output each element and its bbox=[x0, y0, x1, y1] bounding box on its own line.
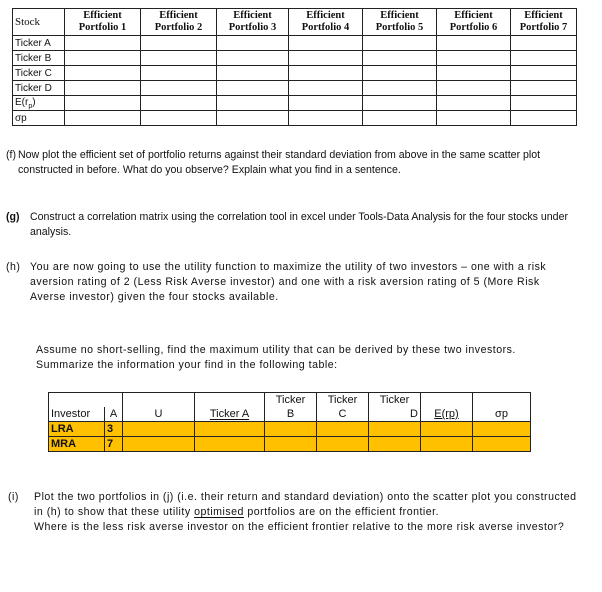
portfolio-header: Efficient Portfolio 4 bbox=[289, 9, 363, 36]
table-cell bbox=[65, 96, 141, 111]
table-cell bbox=[217, 111, 289, 126]
table-cell bbox=[437, 96, 511, 111]
col-header-investor: Investor bbox=[49, 407, 105, 422]
table-cell bbox=[123, 437, 195, 452]
table-cell bbox=[421, 437, 473, 452]
stock-header: Stock bbox=[13, 9, 65, 36]
table-cell bbox=[217, 66, 289, 81]
spellcheck-word: optimised bbox=[194, 506, 244, 518]
table-cell bbox=[317, 437, 369, 452]
row-label: Ticker B bbox=[13, 51, 65, 66]
table-cell bbox=[363, 51, 437, 66]
col-header-ticker-b: Ticker bbox=[265, 393, 317, 408]
col-header-ticker-b-letter: B bbox=[265, 407, 317, 422]
col-header-u: U bbox=[123, 407, 195, 422]
row-label: Ticker A bbox=[13, 36, 65, 51]
table-cell bbox=[105, 393, 123, 408]
efficient-portfolio-table bbox=[12, 8, 577, 126]
table-cell bbox=[65, 36, 141, 51]
table-cell bbox=[369, 437, 421, 452]
table-cell bbox=[217, 51, 289, 66]
table-cell bbox=[363, 66, 437, 81]
investor-cell: LRA bbox=[49, 422, 105, 437]
question-label: (h) bbox=[6, 261, 21, 273]
table-cell bbox=[65, 81, 141, 96]
table-cell bbox=[511, 66, 577, 81]
portfolio-header: Efficient Portfolio 5 bbox=[363, 9, 437, 36]
table-row bbox=[13, 81, 577, 96]
table-cell bbox=[289, 66, 363, 81]
portfolio-header: Efficient Portfolio 7 bbox=[511, 9, 577, 36]
utility-header-row-2 bbox=[49, 407, 531, 422]
table-cell bbox=[421, 393, 473, 408]
table-cell bbox=[141, 111, 217, 126]
table-cell bbox=[421, 422, 473, 437]
question-h bbox=[6, 260, 576, 305]
row-label: Ticker D bbox=[13, 81, 65, 96]
table-cell bbox=[265, 437, 317, 452]
table-cell bbox=[123, 422, 195, 437]
table-cell bbox=[265, 422, 317, 437]
col-header-ticker-d: Ticker bbox=[369, 393, 421, 408]
table-cell bbox=[141, 66, 217, 81]
table-cell bbox=[437, 81, 511, 96]
table-cell bbox=[289, 51, 363, 66]
portfolio-header: Efficient Portfolio 2 bbox=[141, 9, 217, 36]
col-header-sigma: σp bbox=[473, 407, 531, 422]
instruction-text: Assume no short-selling, find the maximum utility that can be derived by these two investors. Summarize the information your find in the following table: bbox=[36, 344, 516, 371]
table-cell bbox=[363, 96, 437, 111]
investor-cell: MRA bbox=[49, 437, 105, 452]
question-g bbox=[6, 210, 584, 240]
portfolio-header: Efficient Portfolio 3 bbox=[217, 9, 289, 36]
table-row-lra bbox=[49, 422, 531, 437]
table-cell bbox=[437, 66, 511, 81]
table-cell bbox=[289, 81, 363, 96]
table-cell bbox=[217, 81, 289, 96]
utility-table bbox=[48, 392, 531, 452]
table-cell bbox=[363, 111, 437, 126]
table-cell bbox=[511, 81, 577, 96]
table-row bbox=[13, 51, 577, 66]
table-cell bbox=[217, 96, 289, 111]
table-cell bbox=[217, 36, 289, 51]
table-cell bbox=[141, 96, 217, 111]
table-cell bbox=[141, 36, 217, 51]
question-text: Plot the two portfolios in (j) (i.e. their return and standard deviation) onto the scatter plot you constructed in (h) to show that these utility optimised portfolios are on the efficient frontier. Where is the less risk averse investor on the efficient frontier relative to the more risk averse investor? bbox=[34, 491, 577, 533]
question-f bbox=[6, 148, 586, 178]
table-row-mra bbox=[49, 437, 531, 452]
question-label: (g) bbox=[6, 211, 20, 223]
table-cell bbox=[317, 422, 369, 437]
col-header-a: A bbox=[105, 407, 123, 422]
table-cell bbox=[195, 422, 265, 437]
table-row bbox=[13, 66, 577, 81]
row-label-expected-return: $E(r_p)$ bbox=[13, 96, 65, 111]
table-cell bbox=[49, 393, 105, 408]
table-cell bbox=[289, 96, 363, 111]
table-cell bbox=[437, 111, 511, 126]
table-cell bbox=[363, 36, 437, 51]
col-header-ticker-c-letter: C bbox=[317, 407, 369, 422]
table-cell bbox=[141, 81, 217, 96]
row-label-sigma: σp bbox=[13, 111, 65, 126]
table-cell bbox=[473, 437, 531, 452]
table-cell bbox=[141, 51, 217, 66]
table-cell bbox=[123, 393, 195, 408]
col-header-expected-return: E(rp) bbox=[421, 407, 473, 422]
question-text: You are now going to use the utility function to maximize the utility of two investors – one with a risk aversion rating of 2 (Less Risk Averse investor) and one with a risk aversion rating of 5 (More Risk Averse investor) given the four stocks available. bbox=[30, 261, 547, 303]
col-header-ticker-c: Ticker bbox=[317, 393, 369, 408]
table-cell bbox=[289, 111, 363, 126]
row-label: Ticker C bbox=[13, 66, 65, 81]
table-row bbox=[13, 36, 577, 51]
table-cell bbox=[473, 422, 531, 437]
table-header-row bbox=[13, 9, 577, 36]
col-header-ticker-d-letter: D bbox=[369, 407, 421, 422]
question-text: Construct a correlation matrix using the correlation tool in excel under Tools-Data Analysis for the four stocks under analysis. bbox=[30, 211, 568, 238]
table-row bbox=[13, 111, 577, 126]
question-label: (i) bbox=[8, 491, 19, 503]
portfolio-header: Efficient Portfolio 1 bbox=[65, 9, 141, 36]
utility-header-row bbox=[49, 393, 531, 408]
question-i bbox=[8, 490, 586, 535]
risk-aversion-cell: 3 bbox=[105, 422, 123, 437]
col-header-ticker-a: Ticker A bbox=[195, 407, 265, 422]
table-cell bbox=[363, 81, 437, 96]
table-row bbox=[13, 96, 577, 111]
table-cell bbox=[437, 51, 511, 66]
portfolio-header: Efficient Portfolio 6 bbox=[437, 9, 511, 36]
table-cell bbox=[511, 111, 577, 126]
table-cell bbox=[195, 393, 265, 408]
table-cell bbox=[473, 393, 531, 408]
question-label: (f) bbox=[6, 149, 16, 161]
table-cell bbox=[437, 36, 511, 51]
question-text: Now plot the efficient set of portfolio returns against their standard deviation from above in the same scatter plot constructed in before. What do you observe? Explain what you find in a sentence. bbox=[18, 149, 541, 176]
table-cell bbox=[65, 51, 141, 66]
risk-aversion-cell: 7 bbox=[105, 437, 123, 452]
table-cell bbox=[289, 36, 363, 51]
table-cell bbox=[65, 111, 141, 126]
table-cell bbox=[65, 66, 141, 81]
table-cell bbox=[511, 36, 577, 51]
table-cell bbox=[511, 96, 577, 111]
table-cell bbox=[369, 422, 421, 437]
table-cell bbox=[511, 51, 577, 66]
table-cell bbox=[195, 437, 265, 452]
